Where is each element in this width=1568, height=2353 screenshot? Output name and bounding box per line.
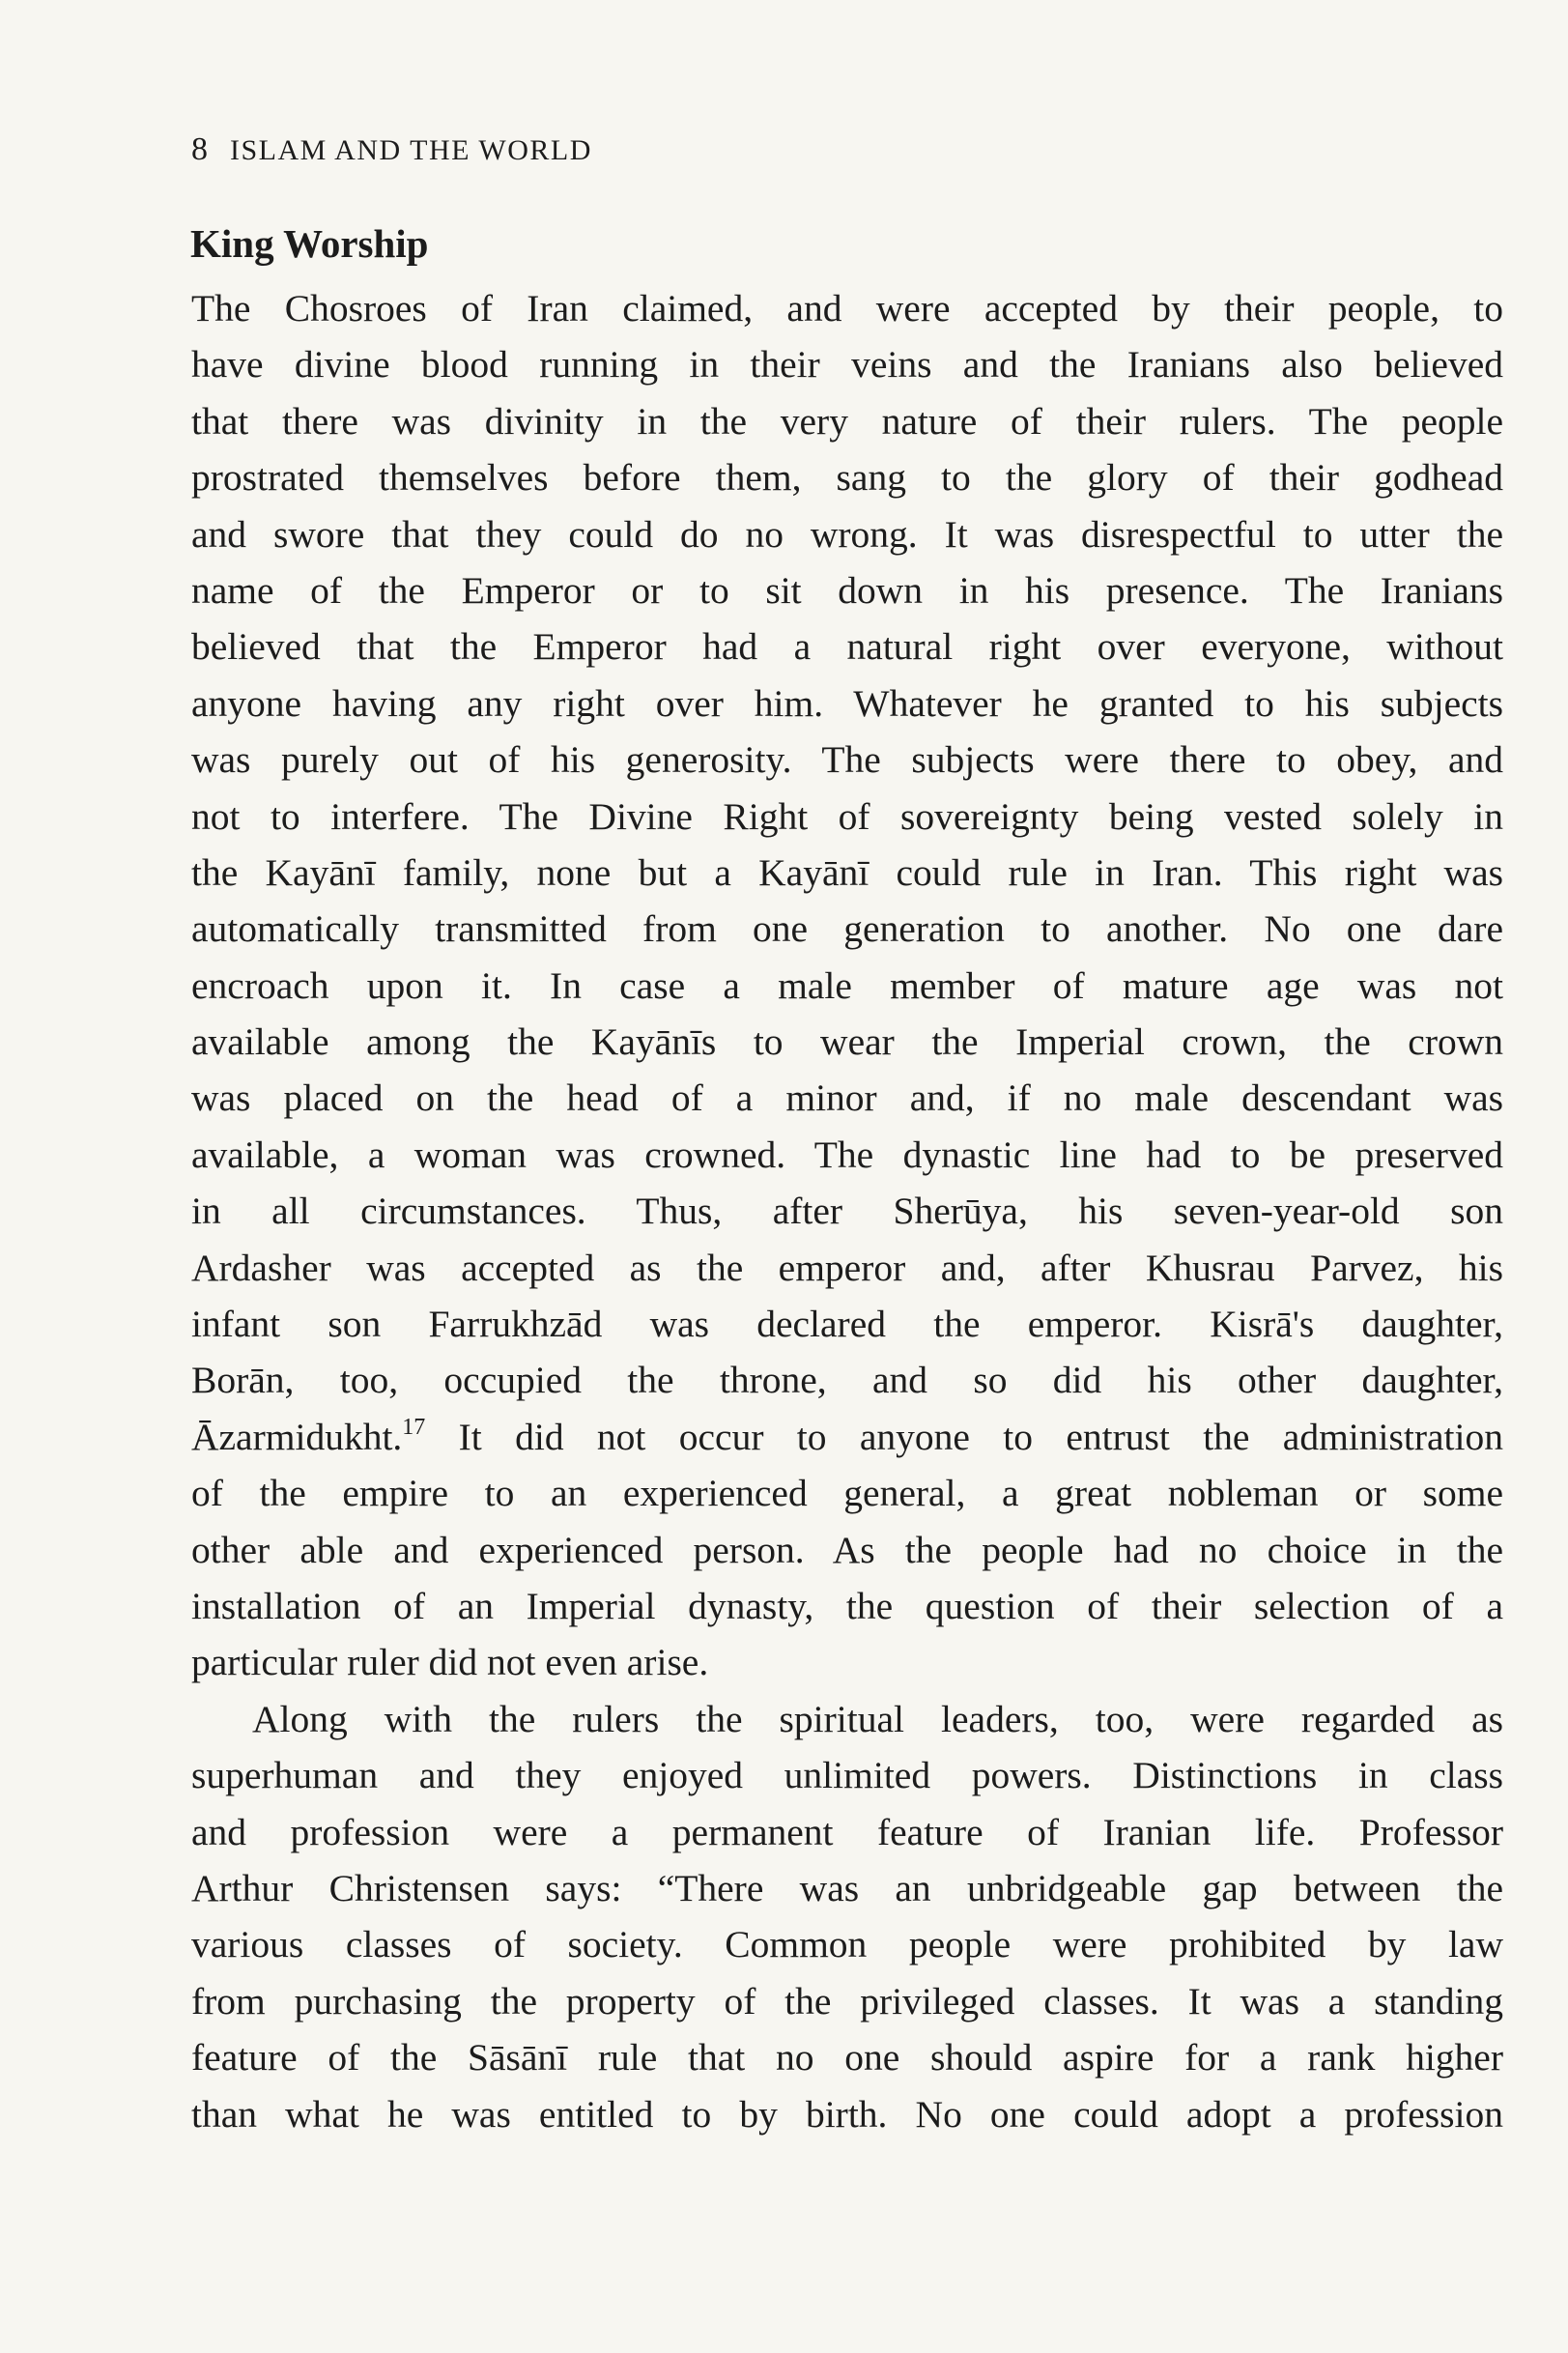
paragraph [191,1691,1503,2142]
text-line: and swore that they could do no wrong. It was disrespectful to utter the [191,512,1503,556]
text-line: prostrated themselves before them, sang to the glory of their godhead [191,456,1503,500]
text-line: in all circumstances. Thus, after Sherūya, his seven-year-old son [191,1190,1503,1233]
text-line: Along with the rulers the spiritual leaders, too, were regarded as [252,1697,1503,1740]
text-line: various classes of society. Common people were prohibited by law [191,1923,1503,1966]
text-line: name of the Emperor or to sit down in his presence. The Iranians [191,568,1503,612]
text-line: Borān, too, occupied the throne, and so did his other daughter, [191,1359,1503,1402]
text-line: particular ruler did not even arise. [191,1641,709,1684]
text-line: feature of the Sāsānī rule that no one should aspire for a rank higher [191,2036,1503,2080]
text-line: anyone having any right over him. Whatever he granted to his subjects [191,681,1503,725]
text-line: Arthur Christensen says: “There was an unbridgeable gap between the [191,1866,1503,1909]
text-line: of the empire to an experienced general, a great nobleman or some [191,1472,1503,1515]
footnote-reference: 17 [402,1414,426,1440]
text-line: and profession were a permanent feature of Iranian life. Professor [191,1810,1503,1853]
text-line: encroach upon it. In case a male member of mature age was not [191,963,1503,1007]
text-line: infant son Farrukhzād was declared the emperor. Kisrā's daughter, [191,1303,1503,1346]
text-line: that there was divinity in the very nature of their rulers. The people [191,399,1503,443]
text-line: automatically transmitted from one generation to another. No one dare [191,907,1503,951]
text-line: the Kayānī family, none but a Kayānī could rule in Iran. This right was [191,850,1503,894]
text-line: was placed on the head of a minor and, if no male descendant was [191,1076,1503,1120]
text-line: other able and experienced person. As the people had no choice in the [191,1528,1503,1571]
running-head [191,131,592,168]
text-line: not to interfere. The Divine Right of sovereignty being vested solely in [191,794,1503,838]
paragraph [191,280,1503,1691]
text-line: available among the Kayānīs to wear the Imperial crown, the crown [191,1020,1503,1064]
text-line: from purchasing the property of the privileged classes. It was a standing [191,1979,1503,2023]
text-line: was purely out of his generosity. The subjects were there to obey, and [191,738,1503,782]
text-segment: Āzarmidukht. [191,1415,403,1458]
section-heading: King Worship [190,221,429,266]
book-title: ISLAM AND THE WORLD [230,134,592,166]
text-line: superhuman and they enjoyed unlimited powers. Distinctions in class [191,1754,1503,1797]
text-line: than what he was entitled to by birth. No one could adopt a profession [191,2092,1503,2136]
text-line: Ardasher was accepted as the emperor and, after Khusrau Parvez, his [191,1246,1503,1289]
body-text [191,280,1503,2142]
text-line: The Chosroes of Iran claimed, and were accepted by their people, to [191,287,1503,330]
text-line-with-footnote [191,1409,1503,1465]
text-line: installation of an Imperial dynasty, the question of their selection of a [191,1584,1503,1627]
text-segment: It did not occur to anyone to entrust the administration [425,1415,1503,1458]
text-line: available, a woman was crowned. The dynastic line had to be preserved [191,1133,1503,1176]
text-line: have divine blood running in their veins and the Iranians also believed [191,343,1503,387]
page-number: 8 [191,131,209,167]
text-line: believed that the Emperor had a natural right over everyone, without [191,625,1503,669]
